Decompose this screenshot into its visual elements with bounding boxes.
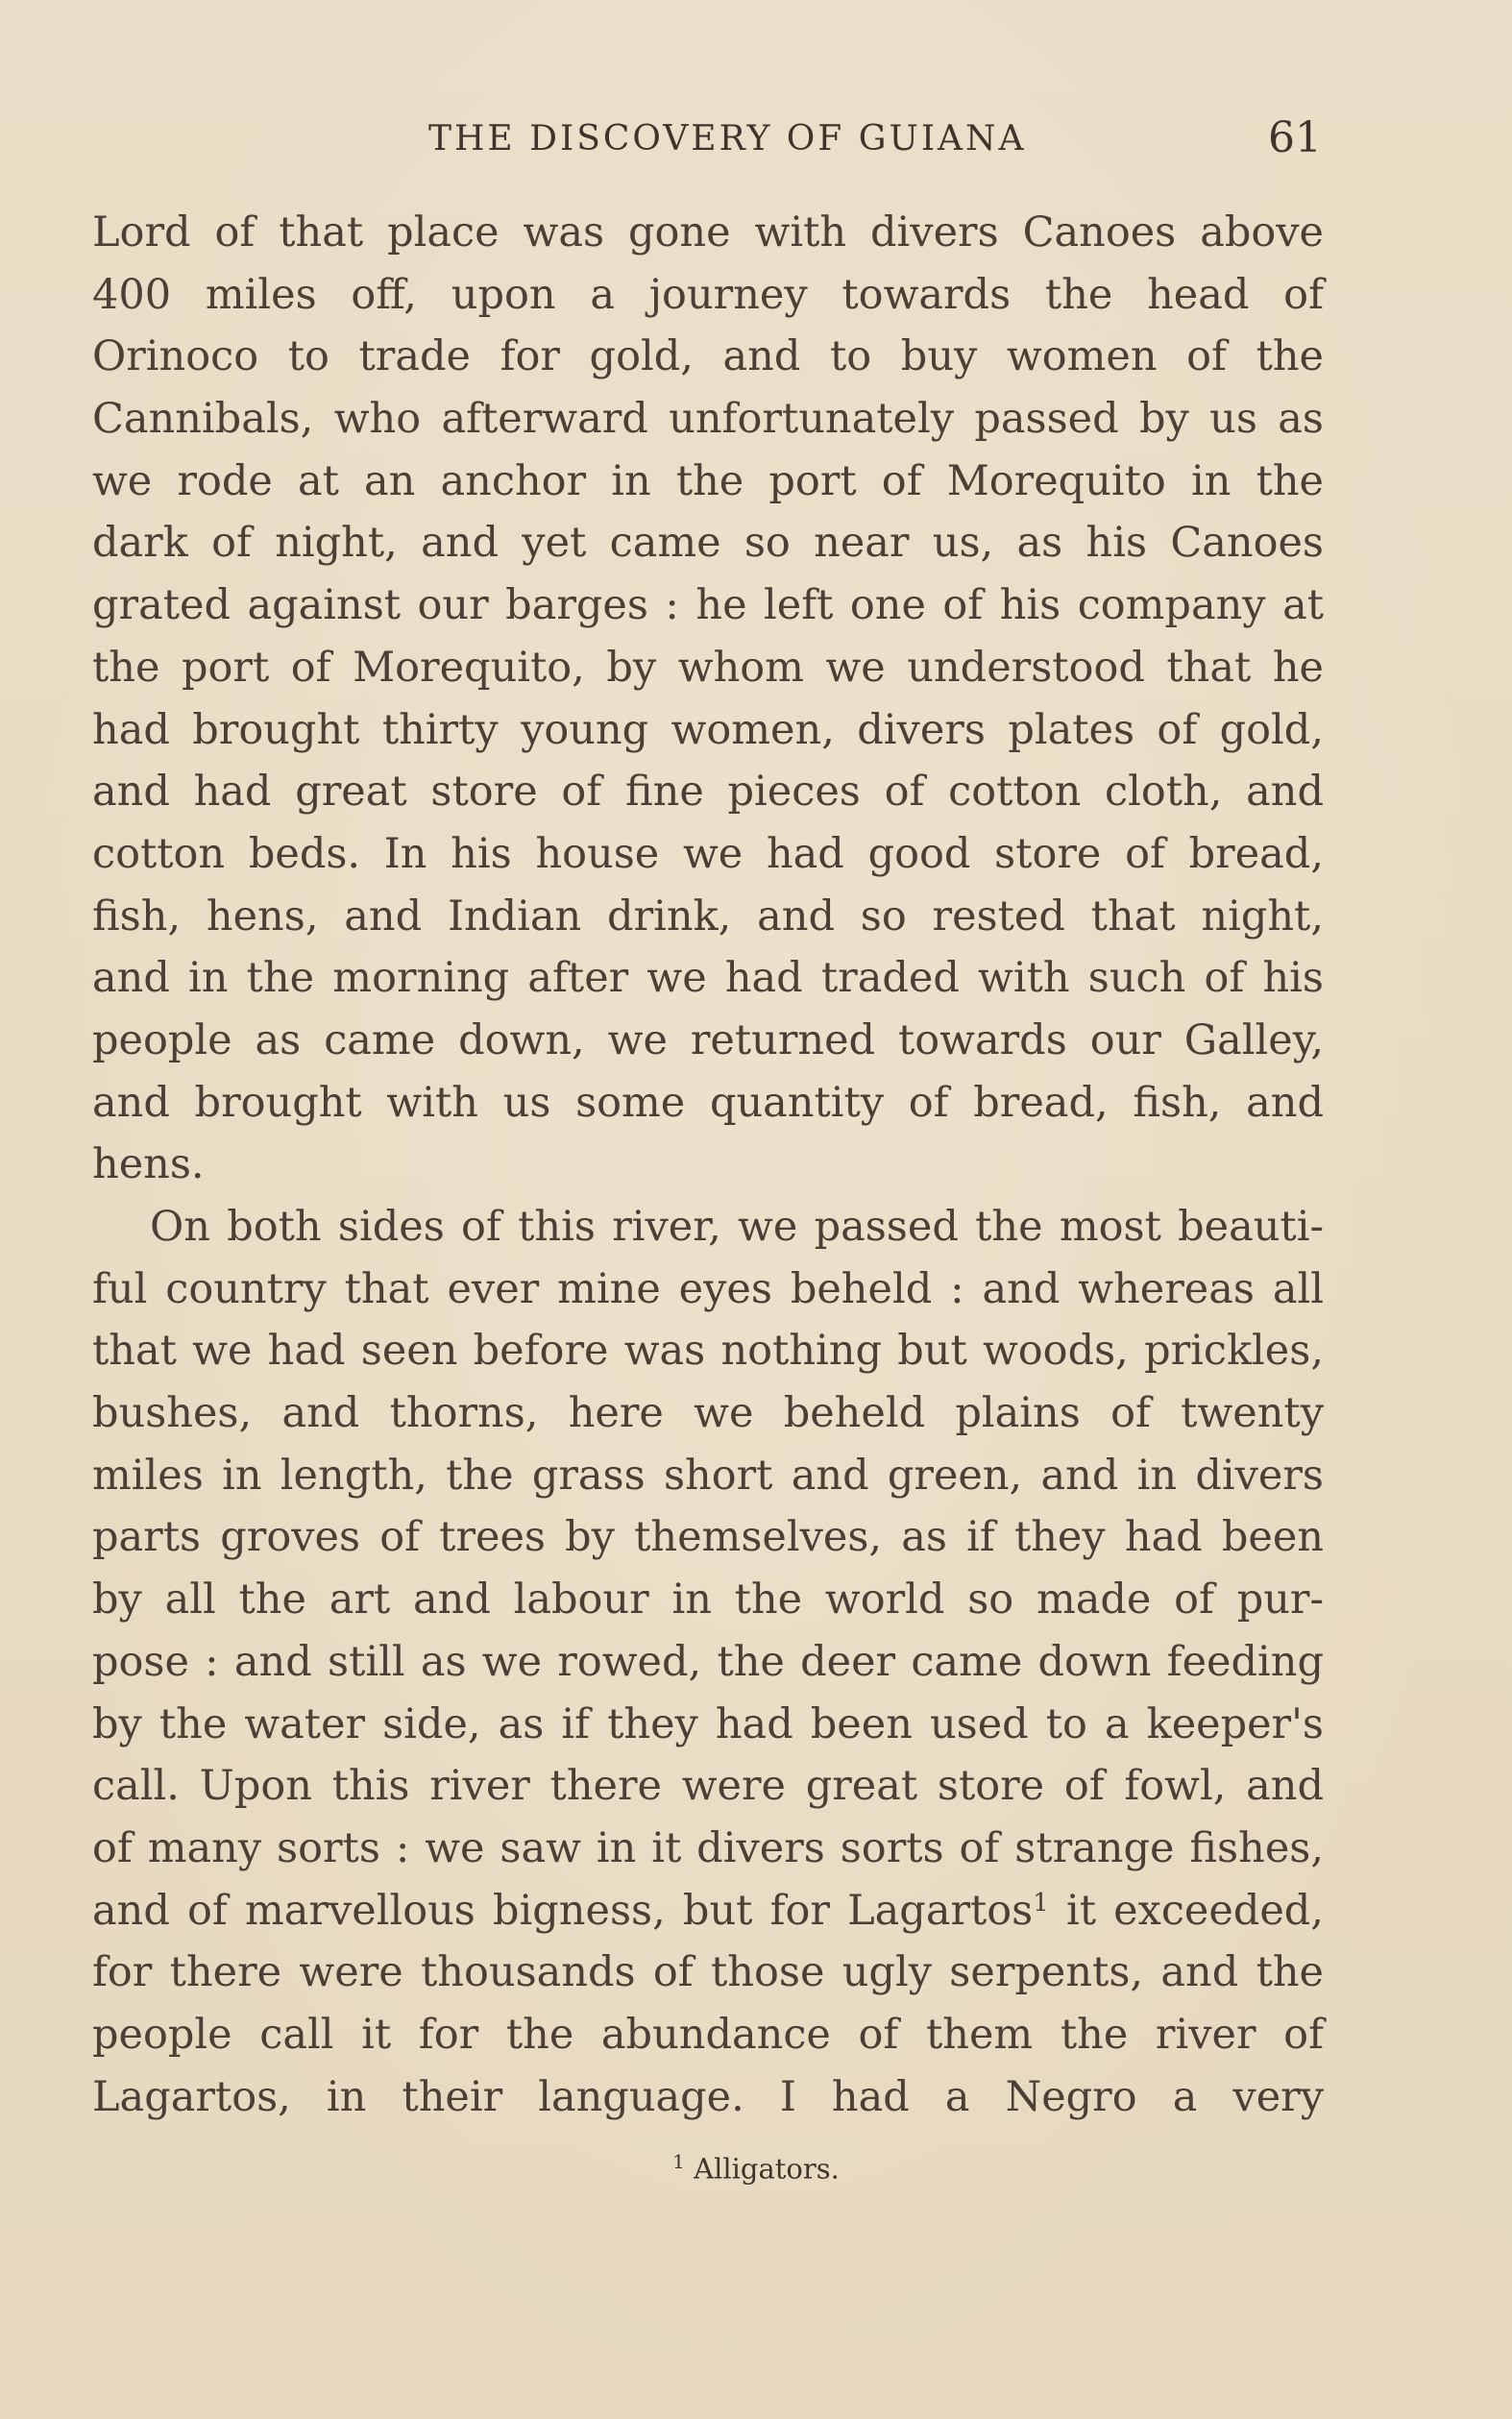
text-line: and brought with us some quantity of bread, fish, and (92, 1078, 1324, 1127)
text-line: Cannibals, who afterward unfortunately passed by us as (92, 395, 1324, 444)
text-line-with-footnote-ref (92, 1880, 1324, 1943)
text-line: ful country that ever mine eyes beheld : and whereas all (92, 1264, 1324, 1313)
text-line: pose : and still as we rowed, the deer came down feeding (92, 1637, 1324, 1686)
text-segment: and of marvellous bigness, but for Lagartos (92, 1886, 1034, 1935)
text-line: miles in length, the grass short and green, and in divers (92, 1451, 1324, 1500)
text-line: Lagartos, in their language. I had a Negro a very (92, 2072, 1324, 2121)
text-line: for there were thousands of those ugly serpents, and the (92, 1948, 1324, 1997)
text-line: Orinoco to trade for gold, and to buy women of the (92, 332, 1324, 381)
footnote-reference: 1 (1033, 1888, 1049, 1918)
footnote-marker: 1 (672, 2150, 685, 2173)
text-line: the port of Morequito, by whom we understood that he (92, 643, 1324, 692)
page-number: 61 (1268, 113, 1322, 162)
footnote (0, 2150, 1512, 2186)
text-line: Lord of that place was gone with divers Canoes above (92, 208, 1324, 257)
text-line: parts groves of trees by themselves, as if they had been (92, 1513, 1324, 1562)
text-line: cotton beds. In his house we had good store of bread, (92, 829, 1324, 878)
text-line: by the water side, as if they had been used to a keeper's (92, 1699, 1324, 1748)
text-line: hens. (92, 1140, 205, 1189)
body-text (92, 202, 1324, 2128)
text-line: we rode at an anchor in the port of Morequito in the (92, 456, 1324, 505)
text-line: dark of night, and yet came so near us, as his Canoes (92, 519, 1324, 568)
text-line: people call it for the abundance of them the river of (92, 2010, 1324, 2059)
text-line-paragraph-start: On both sides of this river, we passed the most beauti- (150, 1203, 1324, 1251)
footnote-text: Alligators. (694, 2152, 840, 2186)
text-segment: it exceeded, (1048, 1886, 1324, 1935)
text-line: and had great store of fine pieces of cotton cloth, and (92, 768, 1324, 817)
text-line: grated against our barges : he left one of his company at (92, 581, 1324, 630)
text-line: 400 miles off, upon a journey towards the head of (92, 270, 1324, 319)
text-line: call. Upon this river there were great store of fowl, and (92, 1762, 1324, 1811)
text-line: and in the morning after we had traded with such of his (92, 954, 1324, 1003)
running-head (92, 113, 1331, 171)
text-line: people as came down, we returned towards our Galley, (92, 1015, 1324, 1064)
text-line: by all the art and labour in the world so made of pur- (92, 1576, 1324, 1625)
running-title: THE DISCOVERY OF GUIANA (428, 119, 1027, 159)
text-line: fish, hens, and Indian drink, and so rested that night, (92, 892, 1324, 941)
text-line: bushes, and thorns, here we beheld plains of twenty (92, 1389, 1324, 1438)
text-line: had brought thirty young women, divers plates of gold, (92, 705, 1324, 754)
text-line: that we had seen before was nothing but woods, prickles, (92, 1327, 1324, 1376)
text-line: of many sorts : we saw in it divers sorts of strange fishes, (92, 1823, 1324, 1872)
